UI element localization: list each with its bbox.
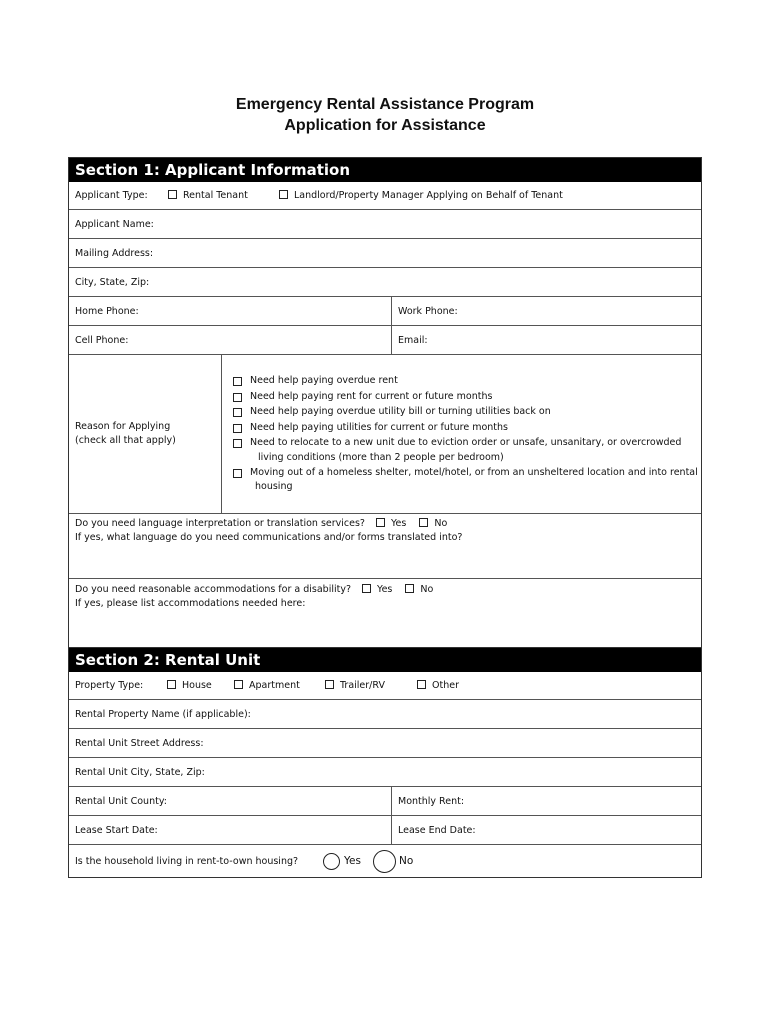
trailer-rv-checkbox[interactable] bbox=[325, 680, 334, 689]
home-phone-field[interactable] bbox=[69, 297, 391, 325]
rent-to-own-yes-option[interactable]: Yes bbox=[323, 845, 361, 877]
applicant-name-field[interactable] bbox=[69, 210, 701, 238]
rental-tenant-label: Rental Tenant bbox=[183, 190, 248, 201]
rent-to-own-row bbox=[69, 844, 701, 877]
section-1-heading: Section 1: Applicant Information bbox=[69, 158, 701, 182]
city-state-zip-label: City, State, Zip: bbox=[75, 276, 150, 288]
street-address-row[interactable] bbox=[69, 728, 701, 757]
rental-tenant-checkbox[interactable] bbox=[168, 190, 177, 199]
property-name-field[interactable] bbox=[69, 700, 701, 728]
reason-item-homeless[interactable]: Moving out of a homeless shelter, motel/hotel, or from an unsheltered location and into rental housing bbox=[233, 465, 698, 494]
reason-item-overdue-utility[interactable]: Need help paying overdue utility bill or turning utilities back on bbox=[233, 404, 698, 420]
landlord-option[interactable] bbox=[279, 182, 563, 209]
rental-tenant-option[interactable] bbox=[168, 182, 248, 209]
reason-item-future-rent[interactable]: Need help paying rent for current or future months bbox=[233, 389, 698, 405]
section-2-heading: Section 2: Rental Unit bbox=[69, 648, 701, 672]
other-checkbox[interactable] bbox=[417, 680, 426, 689]
language-no-option[interactable]: No bbox=[419, 518, 447, 529]
street-address-label: Rental Unit Street Address: bbox=[75, 737, 204, 749]
email-label: Email: bbox=[398, 334, 428, 346]
reason-checkbox[interactable] bbox=[233, 408, 242, 417]
phone-row bbox=[69, 296, 701, 325]
unit-city-state-zip-label: Rental Unit City, State, Zip: bbox=[75, 766, 205, 778]
county-rent-row bbox=[69, 786, 701, 815]
lease-dates-row bbox=[69, 815, 701, 844]
monthly-rent-field[interactable] bbox=[391, 787, 701, 815]
reason-row bbox=[69, 354, 701, 513]
reason-label-cell bbox=[69, 355, 222, 513]
cell-phone-field[interactable] bbox=[69, 326, 391, 354]
reason-checkbox[interactable] bbox=[233, 377, 242, 386]
county-label: Rental Unit County: bbox=[75, 795, 167, 807]
city-state-zip-field[interactable] bbox=[69, 268, 701, 296]
work-phone-label: Work Phone: bbox=[398, 305, 458, 317]
accommodations-no-option[interactable]: No bbox=[405, 584, 433, 595]
city-state-zip-row[interactable] bbox=[69, 267, 701, 296]
reason-item-future-utilities[interactable]: Need help paying utilities for current or future months bbox=[233, 420, 698, 436]
language-followup: If yes, what language do you need communications and/or forms translated into? bbox=[75, 532, 463, 543]
language-question: Do you need language interpretation or translation services? Yes No bbox=[75, 518, 448, 529]
property-name-label: Rental Property Name (if applicable): bbox=[75, 708, 251, 720]
home-phone-label: Home Phone: bbox=[75, 305, 139, 317]
rent-to-own-no-option[interactable]: No bbox=[373, 845, 413, 877]
street-address-field[interactable] bbox=[69, 729, 701, 757]
house-checkbox[interactable] bbox=[167, 680, 176, 689]
reason-label: Reason for Applying bbox=[75, 421, 171, 432]
rent-to-own-yes-radio[interactable] bbox=[323, 853, 340, 870]
reason-checklist bbox=[233, 373, 698, 493]
property-name-row[interactable] bbox=[69, 699, 701, 728]
work-phone-field[interactable] bbox=[391, 297, 701, 325]
mailing-address-row[interactable] bbox=[69, 238, 701, 267]
accommodations-question: Do you need reasonable accommodations for a disability? Yes No bbox=[75, 584, 434, 595]
property-type-row bbox=[69, 672, 701, 699]
mailing-address-field[interactable] bbox=[69, 239, 701, 267]
accommodations-row[interactable] bbox=[69, 578, 701, 651]
reason-item-relocate[interactable]: Need to relocate to a new unit due to eviction order or unsafe, unsanitary, or overcrowded living conditions (more than 2 people per bedroom) bbox=[233, 435, 698, 464]
property-type-label: Property Type: bbox=[75, 680, 144, 691]
reason-sublabel: (check all that apply) bbox=[75, 435, 176, 446]
language-row[interactable] bbox=[69, 513, 701, 578]
applicant-type-label: Applicant Type: bbox=[75, 190, 148, 201]
unit-city-state-zip-field[interactable] bbox=[69, 758, 701, 786]
applicant-name-label: Applicant Name: bbox=[75, 218, 154, 230]
reason-checkbox[interactable] bbox=[233, 439, 242, 448]
monthly-rent-label: Monthly Rent: bbox=[398, 795, 465, 807]
reason-checkbox[interactable] bbox=[233, 393, 242, 402]
accommodations-yes-option[interactable]: Yes bbox=[362, 584, 392, 595]
apartment-option[interactable]: Apartment bbox=[234, 672, 300, 699]
applicant-type-row bbox=[69, 182, 701, 209]
accommodations-no-checkbox[interactable] bbox=[405, 584, 414, 593]
language-no-checkbox[interactable] bbox=[419, 518, 428, 527]
rent-to-own-no-radio[interactable] bbox=[373, 850, 396, 873]
unit-city-state-zip-row[interactable] bbox=[69, 757, 701, 786]
cell-email-row bbox=[69, 325, 701, 354]
lease-end-label: Lease End Date: bbox=[398, 824, 476, 836]
lease-start-field[interactable] bbox=[69, 816, 391, 844]
language-yes-checkbox[interactable] bbox=[376, 518, 385, 527]
accommodations-yes-checkbox[interactable] bbox=[362, 584, 371, 593]
section-1-applicant-information bbox=[68, 157, 702, 652]
reason-checkbox[interactable] bbox=[233, 469, 242, 478]
trailer-rv-option[interactable]: Trailer/RV bbox=[325, 672, 385, 699]
lease-end-field[interactable] bbox=[391, 816, 701, 844]
section-2-rental-unit bbox=[68, 647, 702, 878]
reason-checkbox[interactable] bbox=[233, 424, 242, 433]
form-subtitle: Application for Assistance bbox=[284, 117, 486, 134]
accommodations-followup: If yes, please list accommodations needed here: bbox=[75, 598, 306, 609]
applicant-name-row[interactable] bbox=[69, 209, 701, 238]
landlord-label: Landlord/Property Manager Applying on Behalf of Tenant bbox=[294, 190, 563, 201]
rent-to-own-question: Is the household living in rent-to-own housing? bbox=[75, 855, 299, 867]
language-yes-option[interactable]: Yes bbox=[376, 518, 406, 529]
cell-phone-label: Cell Phone: bbox=[75, 334, 129, 346]
house-option[interactable]: House bbox=[167, 672, 212, 699]
county-field[interactable] bbox=[69, 787, 391, 815]
lease-start-label: Lease Start Date: bbox=[75, 824, 158, 836]
mailing-address-label: Mailing Address: bbox=[75, 247, 154, 259]
other-option[interactable]: Other bbox=[417, 672, 459, 699]
email-field[interactable] bbox=[391, 326, 701, 354]
apartment-checkbox[interactable] bbox=[234, 680, 243, 689]
form-title: Emergency Rental Assistance Program bbox=[235, 96, 535, 113]
reason-item-overdue-rent[interactable]: Need help paying overdue rent bbox=[233, 373, 698, 389]
landlord-checkbox[interactable] bbox=[279, 190, 288, 199]
